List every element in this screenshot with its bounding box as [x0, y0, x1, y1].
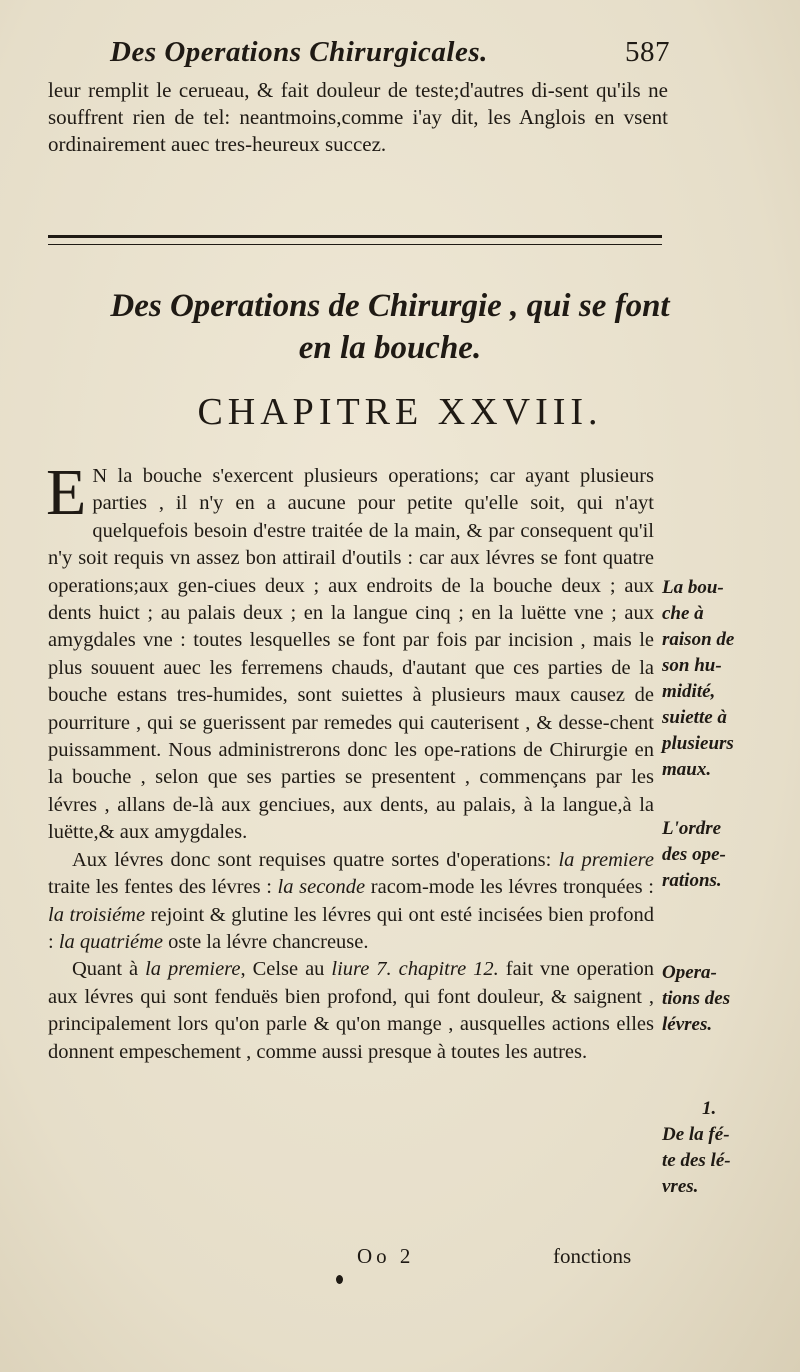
page-number: 587 [625, 36, 670, 68]
margin-line: midité, [662, 681, 716, 702]
margin-line: te des lé- [662, 1150, 731, 1171]
margin-line: suiette à [662, 707, 727, 728]
margin-line: Opera- [662, 962, 717, 983]
margin-line: De la fé- [662, 1124, 730, 1145]
margin-line: 1. [702, 1098, 717, 1119]
margin-line: che à [662, 603, 704, 624]
margin-line: La bou- [662, 577, 724, 598]
margin-line: des ope- [662, 844, 726, 865]
p3-text-2: , Celse au [240, 958, 332, 981]
p2-em-4: la quatriéme [58, 930, 164, 953]
paragraph-1 [46, 456, 654, 847]
ink-blot [336, 1275, 343, 1284]
paragraph-2 [48, 847, 654, 957]
paragraph-3 [48, 956, 654, 1066]
margin-note-mouth [662, 575, 772, 783]
margin-line: L'ordre [662, 818, 722, 839]
p2-em-1: la premiere [558, 848, 654, 871]
margin-line: maux. [662, 759, 712, 780]
section-divider [48, 235, 662, 245]
section-title-line-2: en la bouche. [298, 330, 482, 366]
p2-text-3: racom-mode les lévres tronquées : [365, 876, 654, 899]
margin-line: plusieurs [662, 733, 734, 754]
margin-line: lévres. [662, 1014, 713, 1035]
p2-em-3: la troisiéme [48, 903, 146, 926]
p3-em-2: liure 7. chapitre 12. [331, 958, 499, 981]
margin-line: son hu- [662, 655, 722, 676]
drop-cap: E [46, 456, 87, 529]
running-header [110, 36, 670, 69]
continued-text: leur remplit le cerueau, & fait douleur de teste;d'autres di-sent qu'ils ne souffrent rien de tel: neantmoins,comme i'ay dit, les Anglois en vsent ordinairement auec tres-heureux succez. [48, 78, 668, 156]
margin-line: vres. [662, 1176, 699, 1197]
p2-text-2: traite les fentes des lévres : [48, 876, 278, 899]
margin-note-lips [662, 960, 772, 1038]
paragraph-1-text: N la bouche s'exercent plusieurs operations; car ayant plusieurs parties , il n'y en a aucune pour petite qu'elle soit, qui n'ayt quelquefois besoin d'estre traitée de la main, & par consequent qu'il n'y soit requis vn assez bon attirail d'outils : car aux lévres se font quatre operations;aux gen-ciues deux ; aux endroits de la bouche deux ; aux dents huict ; au palais deux ; en la langue cinq ; en la luëtte vne ; aux amygdales vne : toutes lesquelles se font par fois par incision , mais le plus souuent auec les ferremens chauds, d'autant que ces parties de la bouche estans tres-humides, sont suiettes à plusieurs maux causez de pourriture , qui se guerissent par remedes qui cauterisent , & desse-chent puissamment. Nous administrerons donc les ope-rations de Chirurgie en la bouche , selon que ses parties se presentent , commençans par les lévres , allans de-là aux genciues, aux dents, au palais, à la langue,à la luëtte,& aux amygdales. [48, 465, 654, 844]
section-title-line-1: Des Operations de Chirurgie , qui se font [110, 288, 670, 324]
margin-line: rations. [662, 870, 722, 891]
margin-line: tions des [662, 988, 731, 1009]
margin-note-cleft-lip [662, 1096, 772, 1200]
p3-text-3: fait vne operation aux lévres qui sont fenduës bien profond, qui font douleur, & saignent , principalement lors qu'on parle & qu'on mange , ausquelles actions elles donnent empeschement , comme aussi presque à toutes les autres. [48, 958, 654, 1063]
p2-text-1: Aux lévres donc sont requises quatre sortes d'operations: [72, 848, 559, 871]
catchword: fonctions [553, 1244, 632, 1268]
p2-em-2: la seconde [277, 876, 366, 899]
p2-text-5: oste la lévre chancreuse. [163, 930, 369, 953]
p3-em-1: la premiere [145, 958, 241, 981]
p2-text-4: rejoint & glutine les lévres qui ont esté incisées bien profond : [48, 903, 655, 953]
body-text [46, 456, 655, 1066]
margin-line: raison de [662, 629, 735, 650]
signature-mark: Oo 2 [357, 1244, 415, 1268]
running-title: Des Operations Chirurgicales. [110, 36, 488, 68]
section-title [40, 285, 740, 369]
chapter-heading: CHAPITRE XXVIII. [197, 391, 603, 433]
margin-note-order [662, 816, 772, 894]
p3-text-1: Quant à [72, 958, 146, 981]
